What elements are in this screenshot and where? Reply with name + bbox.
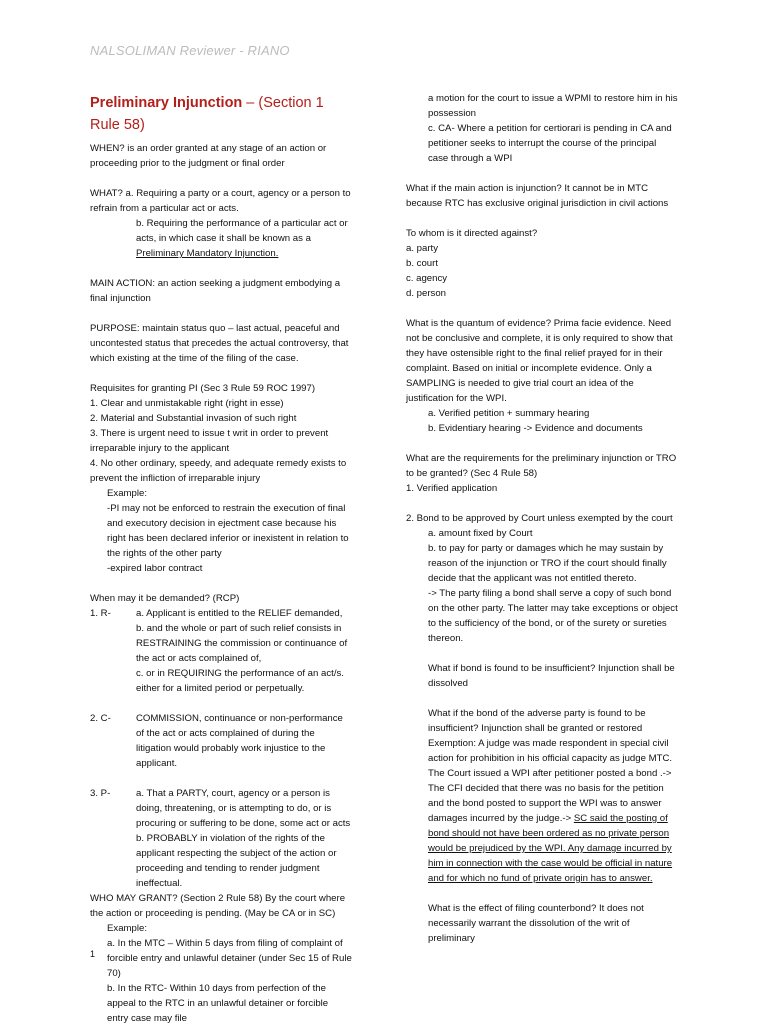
rtc-example: b. In the RTC- Within 10 days from perfection of the appeal to the RTC in an unlawful detainer or forcible entry case may file: [107, 983, 329, 1024]
page-number: 1: [90, 949, 96, 959]
example-label: Example:: [107, 923, 147, 934]
left-column: [90, 92, 352, 1026]
rtc-continuation: a motion for the court to issue a WPMI to restore him in his possession: [428, 93, 678, 119]
ca-example: c. CA- Where a petition for certiorari is pending in CA and petitioner seeks to interrupt the course of the principal case through a WPI: [428, 123, 672, 164]
section-title: Preliminary Injunction – (Section 1 Rule 58): [90, 95, 324, 133]
requisites-title: Requisites for granting PI (Sec 3 Rule 59 ROC 1997): [90, 383, 316, 394]
mtc-example: a. In the MTC – Within 5 days from filing of complaint of forcible entry and unlawful detainer (under Sec 15 of Rule 70): [107, 938, 352, 979]
quantum-item: a. Verified petition + summary hearing: [428, 408, 590, 419]
right-column: [406, 91, 678, 946]
insufficient-bond-paragraph: What if bond is found to be insufficient? Injunction shall be dissolved: [428, 663, 675, 689]
purpose-paragraph: PURPOSE: maintain status quo – last actual, peaceful and uncontested status that precedes the actual controversy, that which existing at the time of the filing of the case.: [90, 323, 349, 364]
sc-ruling-underlined: SC said the posting of bond should not have been ordered as no private person would be prejudiced by the WPI. Any damage incurred by him in connection with the case would be official in nature and for which no fund of private origin has to answer.: [428, 813, 673, 884]
when-paragraph: WHEN? is an order granted at any stage of an action or proceeding prior to the judgment or final order: [90, 143, 327, 169]
requisite-item: 2. Material and Substantial invasion of such right: [90, 413, 297, 424]
main-action-paragraph: MAIN ACTION: an action seeking a judgment embodying a final injunction: [90, 278, 341, 304]
preliminary-mandatory-injunction-term: Preliminary Mandatory Injunction.: [136, 248, 279, 259]
directed-item: d. person: [406, 288, 447, 299]
counterbond-paragraph: What is the effect of filing counterbond? It does not necessarily warrant the dissolution of the writ of preliminary: [428, 903, 644, 944]
example-label: Example:: [107, 488, 147, 499]
bond-item: -> The party filing a bond shall serve a copy of such bond on the other party. The latter may take exceptions or object to the sufficiency of the bond, or of the surety or sureties thereon.: [428, 588, 678, 644]
directed-item: b. court: [406, 258, 438, 269]
adverse-bond-paragraph: What if the bond of the adverse party is found to be insufficient? Injunction shall be granted or restored Exemption: A judge was made respondent in special civil action for prohibition in his official capacity as judge MTC. The Court issued a WPI after petitioner posted a bond .-> The CFI decided that there was no basis for the petition and the bond posted to support the WPI was to answer damages incurred by the judge.-> SC said the posting of bond should not have been ordered as no private person would be prejudiced by the WPI. Any damage incurred by him in connection with the case would be official in nature and for which no fund of private origin has to answer.: [428, 708, 673, 884]
bond-requirement: 2. Bond to be approved by Court unless exempted by the court: [406, 513, 673, 524]
rcp-p-item: 3. P- a. That a PARTY, court, agency or a person is doing, threatening, or is attempting to do, or is procuring or suffering to be done, some act or acts b. PROBABLY in violation of the rights of the applicant respecting the subject of the action or proceeding and tending to render judgment ineffectual.: [90, 788, 351, 889]
what-b-paragraph: b. Requiring the performance of a particular act or acts, in which case it shall be known as a Preliminary Mandatory Injunction.: [136, 218, 348, 259]
requirement-item: 1. Verified application: [406, 483, 498, 494]
what-a-paragraph: WHAT? a. Requiring a party or a court, agency or a person to refrain from a particular act or acts.: [90, 188, 351, 214]
who-may-grant-paragraph: WHO MAY GRANT? (Section 2 Rule 58) By the court where the action or proceeding is pending. (May be CA or in SC): [90, 893, 346, 919]
example-item: -PI may not be enforced to restrain the execution of final and executory decision in ejectment case because his right has been declared inferior or inexistent in relation to the rights of the other party: [107, 503, 349, 559]
requisite-item: 1. Clear and unmistakable right (right in esse): [90, 398, 284, 409]
requisite-item: 3. There is urgent need to issue t writ in order to prevent irreparable injury to the applicant: [90, 428, 329, 454]
bond-item: b. to pay for party or damages which he may sustain by reason of the injunction or TRO if the court should finally decide that the applicant was not entitled thereto.: [428, 543, 667, 584]
rcp-title: When may it be demanded? (RCP): [90, 593, 240, 604]
rcp-r-item: 1. R- a. Applicant is entitled to the RELIEF demanded, b. and the whole or part of such relief consists in RESTRAINING the commission or continuance of the act or acts complained of, c. or in REQUIRING the performance of an act/s. either for a limited period or perpetually.: [90, 608, 348, 694]
main-injunction-paragraph: What if the main action is injunction? It cannot be in MTC because RTC has exclusive original jurisdiction in civil actions: [406, 183, 669, 209]
requisite-item: 4. No other ordinary, speedy, and adequate remedy exists to prevent the infliction of irreparable injury: [90, 458, 347, 484]
bond-item: a. amount fixed by Court: [428, 528, 533, 539]
quantum-paragraph: What is the quantum of evidence? Prima facie evidence. Need not be conclusive and complete, it is only required to show that they have ostensible right to the final relief prayed for in their complaint. Based on initial or incomplete evidence. Only a SAMPLING is needed to give trial court an idea of the justification for the WPI.: [406, 318, 673, 404]
document-header: NALSOLIMAN Reviewer - RIANO: [90, 43, 290, 58]
example-item: -expired labor contract: [107, 563, 203, 574]
quantum-item: b. Evidentiary hearing -> Evidence and documents: [428, 423, 643, 434]
requirements-paragraph: What are the requirements for the preliminary injunction or TRO to be granted? (Sec 4 Rule 58): [406, 453, 677, 479]
directed-item: a. party: [406, 243, 438, 254]
directed-title: To whom is it directed against?: [406, 228, 538, 239]
rcp-c-item: 2. C- COMMISSION, continuance or non-performance of the act or acts complained of during the litigation would probably work injustice to the applicant.: [90, 713, 343, 769]
directed-item: c. agency: [406, 273, 448, 284]
